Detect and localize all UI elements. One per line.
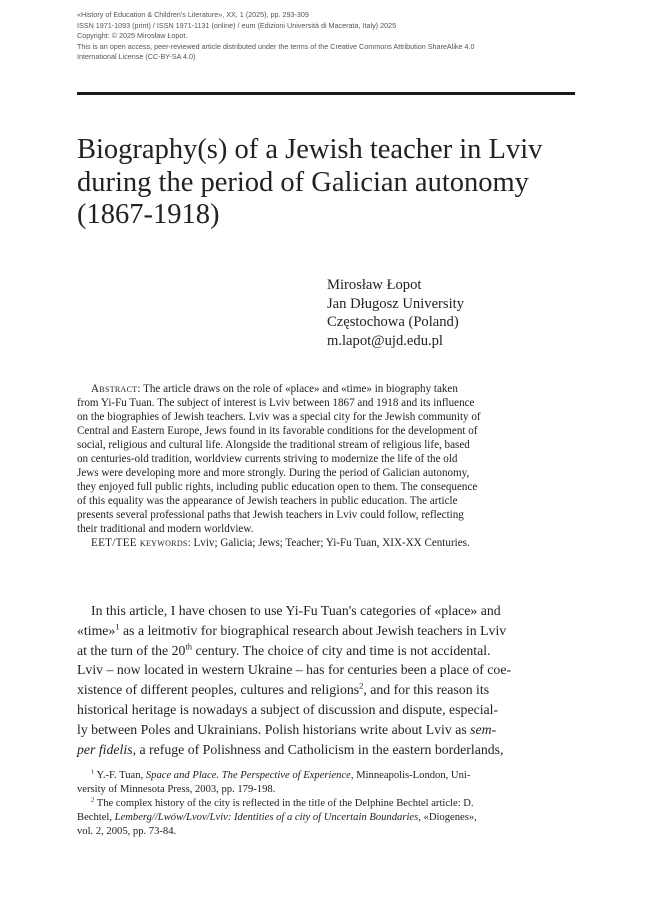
abstract-line: on centuries-old tradition, worldview currents striving to modernize the life of the old: [77, 453, 458, 465]
footnote-2: $^2$ The complex history of the city is reflected in the title of the Delphine Bechtel article: D.: [91, 796, 474, 809]
title-line-3: (1867-1918): [77, 199, 220, 230]
body-line: «time»$^1$ as a leitmotiv for biographical research about Jewish teachers in Lviv: [77, 621, 507, 638]
footnote-ref-2[interactable]: 2: [359, 680, 364, 691]
abstract-line: presents several professional paths that Jewish teachers in Lviv could follow, reflecting: [77, 509, 464, 521]
footnote-2-end: vol. 2, 2005, pp. 73-84.: [77, 826, 177, 837]
abstract-line: from Yi-Fu Tuan. The subject of interest is Lviv between 1867 and 1918 and its influence: [77, 397, 475, 409]
abstract-line: Abstract: The article draws on the role of «place» and «time» in biography taken: [91, 383, 458, 395]
footnote-2-cont: Bechtel, Lemberg//Lwów/Lvov/Lviv: Identities of a city of Uncertain Boundaries, «Diogenes»,: [77, 812, 477, 823]
header-divider: [77, 92, 575, 95]
body-line: xistence of different peoples, cultures and religions$^2$, and for this reason its: [77, 680, 490, 698]
author-location: Częstochowa (Poland): [327, 314, 459, 331]
article-title: [77, 134, 577, 232]
body-line: at the turn of the 20th century. The choice of city and time is not accidental.: [77, 641, 491, 658]
issn-line: ISSN 1971-1093 (print) / ISSN 1971-1131 (online) / eum (Edizioni Università di Macerata, Italy) 2025: [77, 20, 397, 30]
journal-citation: «History of Education & Children's Literature», XX, 1 (2025), pp. 293-309: [77, 10, 309, 19]
license-line-1: This is an open access, peer-reviewed article distributed under the terms of the Creative Commons Attribution ShareAlike 4.0: [77, 41, 475, 51]
keywords: Lviv; Galicia; Jews; Teacher; Yi-Fu Tuan, XIX-XX Centuries.: [193, 537, 470, 549]
footnote-number-1: 1: [91, 768, 95, 776]
author-affiliation: Jan Długosz University: [327, 295, 465, 312]
copyright-line: Copyright: © 2025 Mirosław Łopot.: [77, 31, 188, 41]
abstract-line: Central and Eastern Europe, Jews found in its favorable conditions for the development of: [77, 425, 478, 437]
body-line: historical heritage is nowadays a subject of discussion and dispute, especial-: [77, 701, 499, 717]
title-line-2: during the period of Galician autonomy: [77, 166, 529, 198]
footnotes: [77, 769, 575, 839]
abstract-line: social, religious and cultural life. Alongside the traditional stream of religious life, based: [77, 439, 470, 451]
body-text: [77, 601, 575, 759]
footnote-1-cont: versity of Minnesota Press, 2003, pp. 179-198.: [77, 784, 276, 795]
footnote-1: $^1$ Y.-F. Tuan, Space and Place. The Perspective of Experience, Minneapolis-London, Uni-: [91, 768, 471, 781]
abstract-line: of this equality was the appearance of Jewish teachers in public education. The article: [77, 495, 458, 507]
abstract-line: they enjoyed full public rights, including public education open to them. The consequence: [77, 481, 478, 493]
body-line: ly between Poles and Ukrainians. Polish historians write about Lviv as sem-: [77, 721, 497, 737]
title-line-1: Biography(s) of a Jewish teacher in Lviv: [77, 134, 543, 165]
abstract-line: on the biographies of Jewish teachers. Lviv was a special city for the Jewish community of: [77, 411, 481, 423]
abstract-line: their traditional and modern worldview.: [77, 523, 254, 535]
author-name: Mirosław Łopot: [327, 277, 422, 293]
body-line: per fidelis, a refuge of Polishness and Catholicism in the eastern borderlands,: [77, 741, 504, 757]
keywords-label: EET/TEE keywords: [91, 537, 188, 549]
journal-header: [77, 10, 580, 63]
author-block: [327, 276, 464, 350]
abstract-line: Jews were developing more and more strongly. During the period of Galician autonomy,: [77, 467, 470, 479]
license-line-2: International License (CC-BY-SA 4.0): [77, 52, 196, 62]
author-email[interactable]: m.lapot@ujd.edu.pl: [327, 332, 443, 349]
abstract: [77, 382, 575, 550]
body-line: In this article, I have chosen to use Yi-Fu Tuan's categories of «place» and: [91, 603, 501, 618]
ordinal-superscript: th: [185, 641, 193, 651]
footnote-number-2: 2: [91, 796, 95, 804]
abstract-label: Abstract: [91, 383, 138, 395]
body-line: Lviv – now located in western Ukraine – has for centuries been a place of coe-: [77, 662, 512, 678]
keywords-line: EET/TEE keywords: Lviv; Galicia; Jews; Teacher; Yi-Fu Tuan, XIX-XX Centuries.: [91, 537, 470, 549]
footnote-ref-1[interactable]: 1: [115, 621, 120, 632]
